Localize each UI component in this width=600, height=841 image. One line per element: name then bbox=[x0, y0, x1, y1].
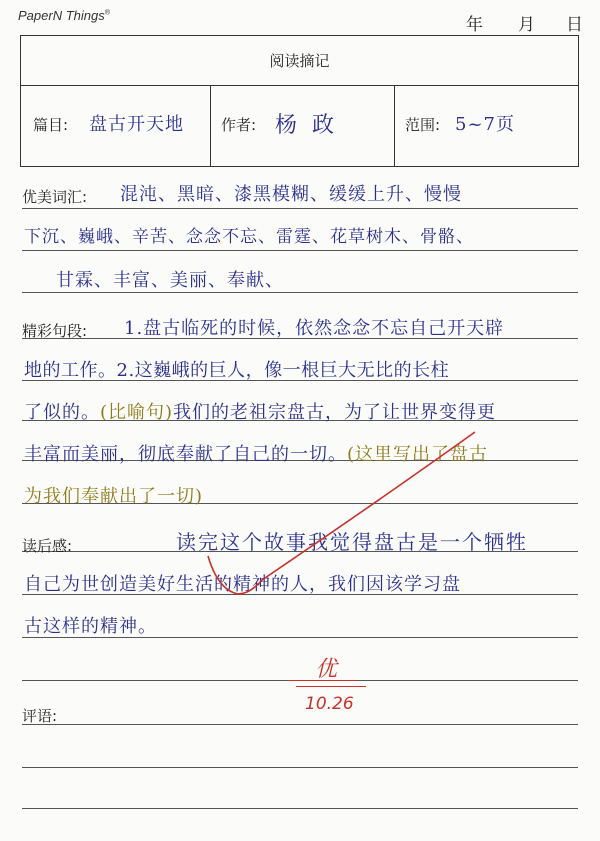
ruled-line bbox=[22, 724, 578, 725]
range-label: 范围: bbox=[405, 116, 441, 134]
vocab-line: 甘霖、丰富、美丽、奉献、 bbox=[56, 270, 284, 291]
vocab-line: 混沌、黑暗、漆黑模糊、缓缓上升、慢慢 bbox=[120, 184, 462, 205]
author-label: 作者: bbox=[221, 116, 257, 134]
ruled-line bbox=[22, 767, 578, 768]
annotation-note: (这里写出了盘古 bbox=[347, 444, 489, 465]
ruled-line bbox=[22, 808, 578, 809]
grade-date: 10.26 bbox=[305, 694, 354, 714]
reflection-line: 古这样的精神。 bbox=[24, 616, 157, 637]
title-value: 盘古开天地 bbox=[89, 114, 184, 135]
vocab-label: 优美词汇: bbox=[22, 188, 88, 206]
title-label: 篇目: bbox=[33, 116, 69, 134]
reflection-line: 自己为世创造美好生活的精神的人，我们因该学习盘 bbox=[24, 574, 461, 595]
ruled-line bbox=[22, 292, 578, 293]
passage-line: 丰富而美丽，彻底奉献了自己的一切。(这里写出了盘古 bbox=[24, 444, 489, 465]
passage-line: 了似的。(比喻句)我们的老祖宗盘古，为了让世界变得更 bbox=[24, 402, 497, 423]
table-column-divider bbox=[210, 86, 211, 166]
grade-underline bbox=[296, 686, 366, 687]
date-month-label: 月 bbox=[518, 15, 535, 35]
grade-mark: 优 bbox=[315, 657, 338, 682]
annotation-note: 为我们奉献出了一切) bbox=[24, 486, 204, 507]
passage-line: 1.盘古临死的时候，依然念念不忘自己开天辟 bbox=[124, 318, 505, 339]
table-divider bbox=[21, 85, 578, 86]
grade-underline bbox=[288, 680, 358, 681]
brand-logo: PaperN Things® bbox=[18, 8, 110, 23]
vocab-line: 下沉、巍峨、辛苦、念念不忘、雷霆、花草树木、骨骼、 bbox=[24, 227, 474, 247]
reflection-label: 读后感: bbox=[22, 537, 73, 555]
comment-label: 评语: bbox=[22, 707, 58, 725]
passage-line: 地的工作。2.这巍峨的巨人，像一根巨大无比的长柱 bbox=[24, 360, 450, 381]
range-value: 5~7页 bbox=[455, 114, 515, 135]
passage-label: 精彩句段: bbox=[22, 322, 88, 340]
author-value: 杨 政 bbox=[275, 113, 338, 138]
form-title: 阅读摘记 bbox=[269, 52, 330, 70]
ruled-line bbox=[22, 208, 578, 209]
date-year-label: 年 bbox=[466, 15, 483, 35]
annotation-note: (比喻句) bbox=[100, 402, 174, 423]
table-column-divider bbox=[394, 86, 395, 166]
header-table bbox=[20, 35, 579, 167]
date-day-label: 日 bbox=[566, 15, 583, 35]
reflection-line: 读完这个故事我觉得盘古是一个牺牲 bbox=[176, 530, 528, 554]
ruled-line bbox=[22, 250, 578, 251]
